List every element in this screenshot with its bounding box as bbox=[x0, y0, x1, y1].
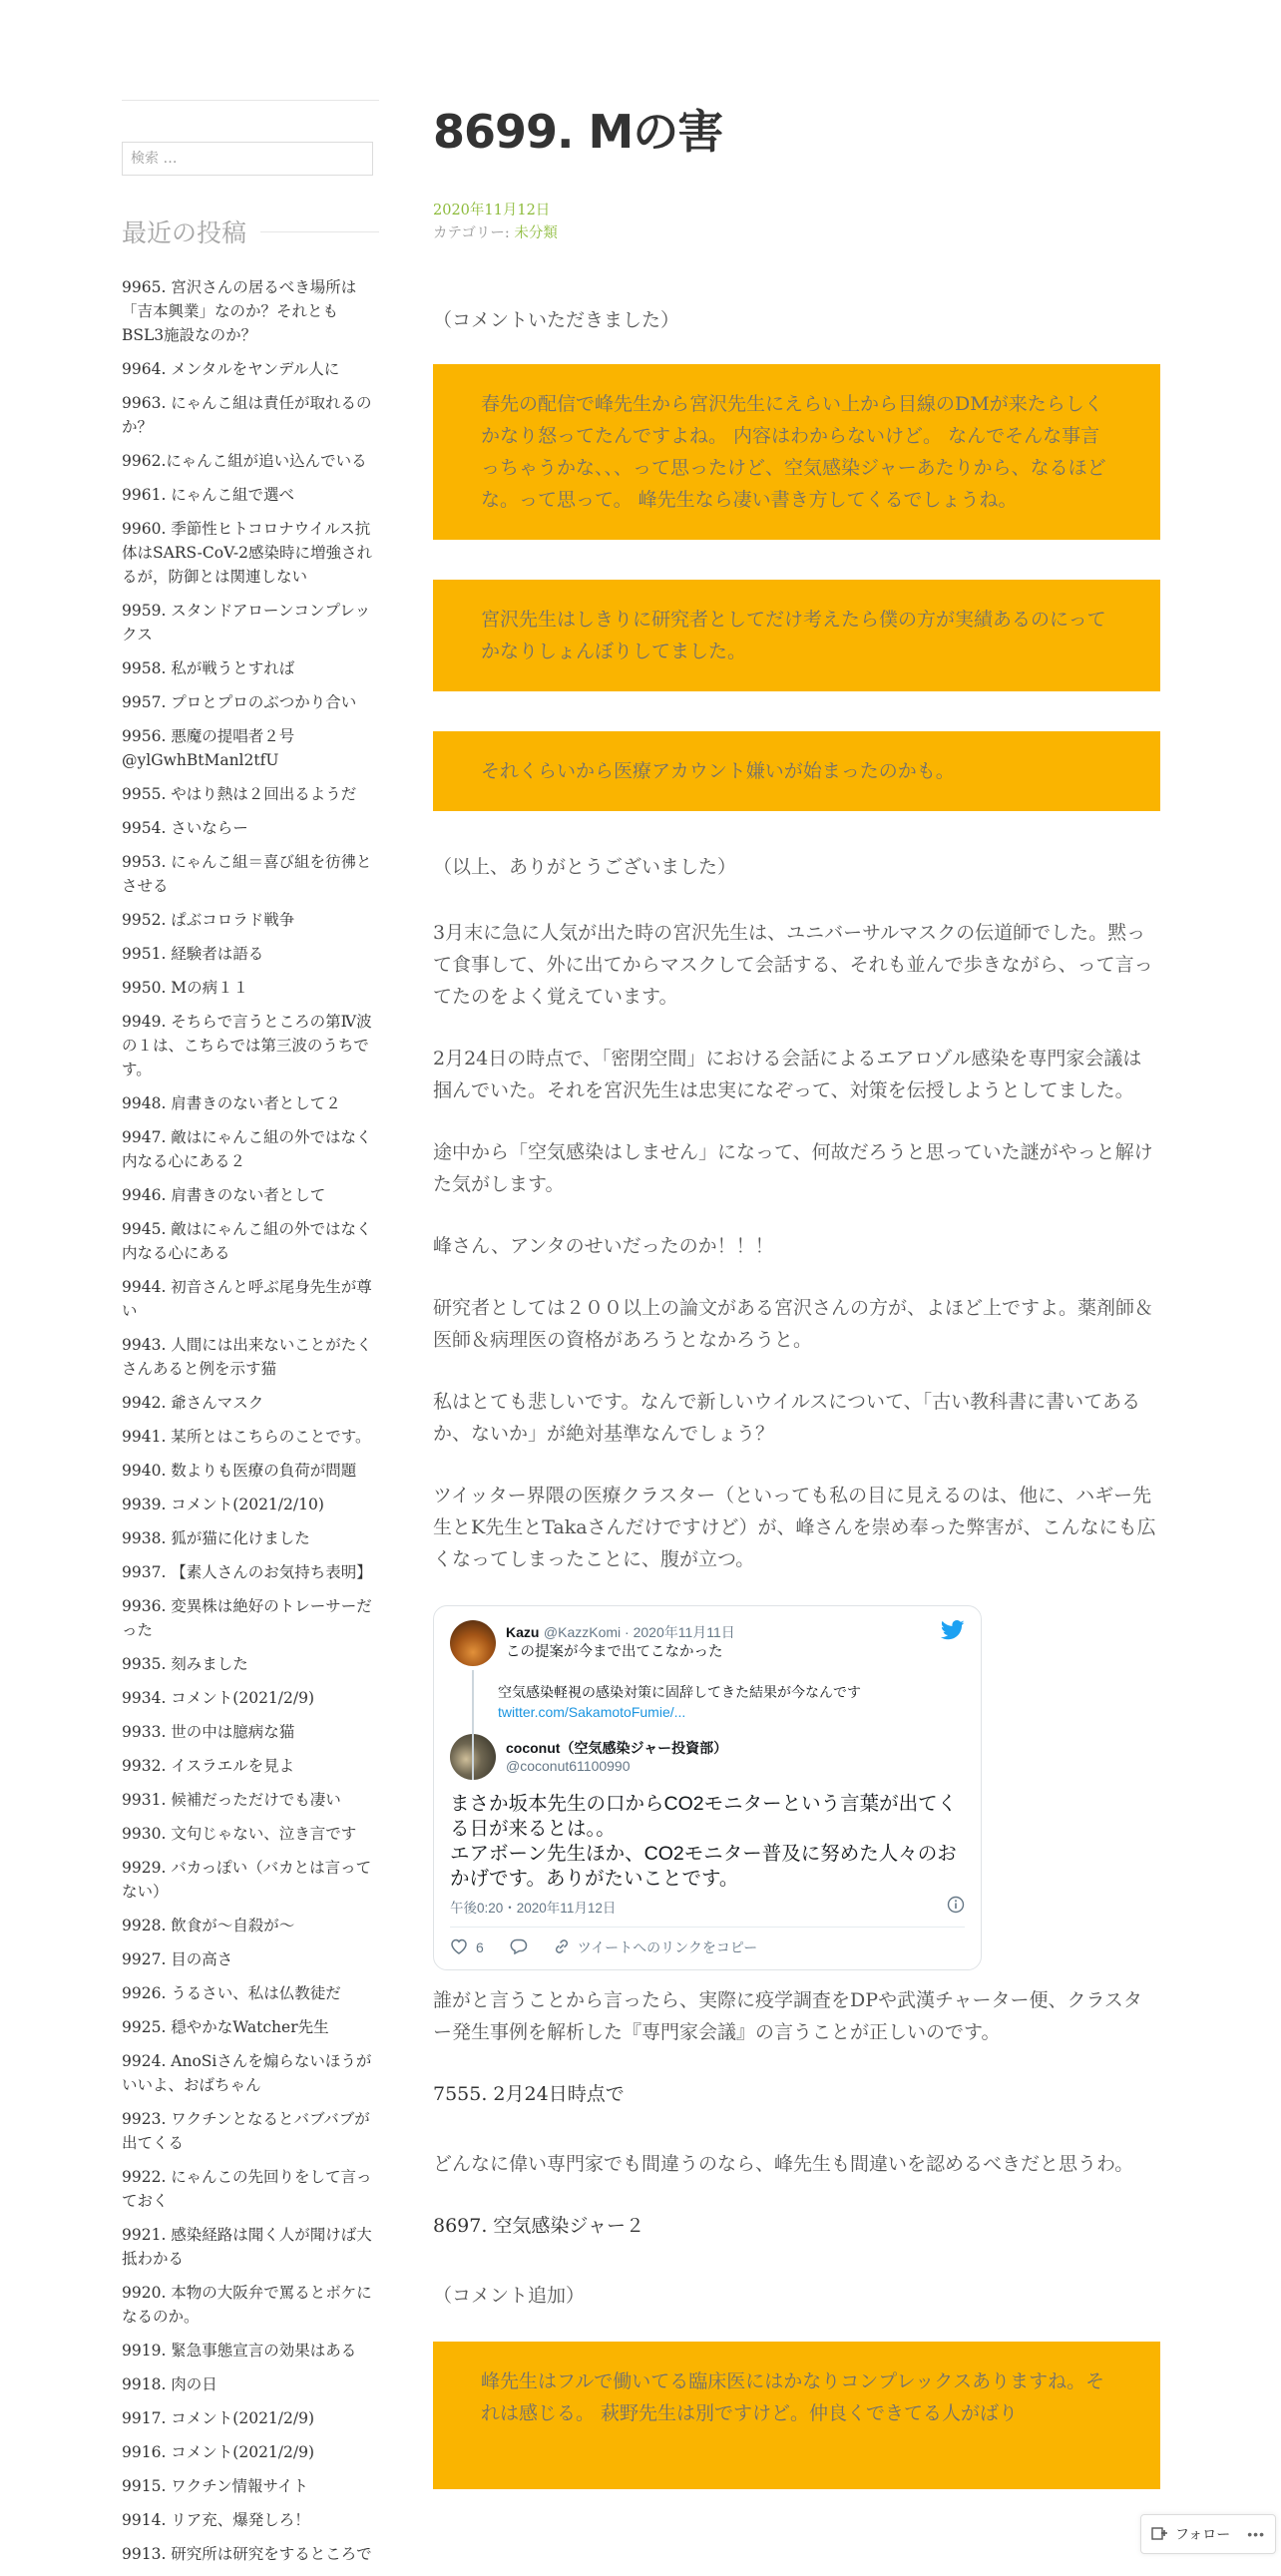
list-item bbox=[122, 1754, 379, 1778]
list-item bbox=[122, 1091, 379, 1115]
list-item bbox=[122, 391, 379, 439]
recent-post-link[interactable]: 9936. 変異株は絶好のトレーサーだった bbox=[122, 1597, 372, 1639]
recent-post-link[interactable]: 9932. イスラエルを見よ bbox=[122, 1757, 295, 1775]
list-item bbox=[122, 517, 379, 589]
list-item bbox=[122, 782, 379, 806]
list-item bbox=[122, 357, 379, 381]
quoted-tweet-body bbox=[498, 1682, 965, 1722]
recent-post-link[interactable]: 9925. 穏やかなWatcher先生 bbox=[122, 2018, 329, 2036]
list-item bbox=[122, 2281, 379, 2329]
recent-post-link[interactable]: 9954. さいならー bbox=[122, 819, 248, 837]
twitter-bird-icon[interactable] bbox=[941, 1620, 965, 1645]
copy-link-button[interactable] bbox=[554, 1937, 757, 1957]
recent-post-link[interactable]: 9946. 肩書きのない者として bbox=[122, 1186, 326, 1204]
follow-button[interactable] bbox=[1140, 2514, 1276, 2554]
recent-post-link[interactable]: 9960. 季節性ヒトコロナウイルス抗体はSARS-CoV-2感染時に増強されるが，防御とは関連しない bbox=[122, 520, 372, 586]
recent-post-link[interactable]: 9956. 悪魔の提唱者２号 @ylGwhBtManl2tfU bbox=[122, 727, 295, 769]
recent-post-link[interactable]: 9934. コメント(2021/2/9) bbox=[122, 1689, 315, 1707]
recent-post-link[interactable]: 9915. ワクチン情報サイト bbox=[122, 2477, 308, 2495]
list-item bbox=[122, 2440, 379, 2464]
category-link[interactable]: 未分類 bbox=[514, 225, 558, 241]
thread-line bbox=[472, 1670, 474, 1780]
quoted-author-handle[interactable]: @KazzKomi bbox=[543, 1624, 622, 1640]
list-item bbox=[122, 1526, 379, 1550]
recent-post-link[interactable]: 9957. プロとプロのぶつかり合い bbox=[122, 693, 357, 711]
recent-post-link[interactable]: 9941. 某所とはこちらのことです。 bbox=[122, 1428, 371, 1446]
recent-posts-heading-label: 最近の投稿 bbox=[122, 218, 247, 247]
paragraph-10: どんなに偉い専門家でも間違うのなら、峰先生も間違いを認めるべきだと思うわ。 bbox=[433, 2153, 1134, 2175]
recent-post-link[interactable]: 9937. 【素人さんのお気持ち表明】 bbox=[122, 1563, 372, 1581]
recent-post-link[interactable]: 9962.にゃんこ組が追い込んでいる bbox=[122, 452, 367, 470]
heart-icon bbox=[450, 1938, 468, 1957]
recent-post-link[interactable]: 9964. メンタルをヤンデル人に bbox=[122, 360, 340, 378]
list-item bbox=[122, 1217, 379, 1265]
paragraph-4: 峰さん、アンタのせいだったのか！！！ bbox=[433, 1235, 774, 1257]
recent-post-link[interactable]: 9944. 初音さんと呼ぶ尾身先生が尊い bbox=[122, 1278, 372, 1320]
list-item bbox=[122, 483, 379, 507]
follow-icon bbox=[1151, 2526, 1169, 2543]
list-item bbox=[122, 690, 379, 714]
paragraph-8: 誰がと言うことから言ったら、実際に疫学調査をDPや武漢チャーター便、クラスター発生事例を解析した『専門家会議』の言うことが正しいのです。 bbox=[433, 1989, 1142, 2043]
recent-post-link[interactable]: 9965. 宮沢さんの居るべき場所は「吉本興業」なのか？それともBSL3施設なのか？ bbox=[122, 278, 357, 344]
search-input[interactable] bbox=[122, 142, 373, 176]
list-item bbox=[122, 1010, 379, 1081]
recent-post-link[interactable]: 9949. そちらで言うところの第Ⅳ波の１は、こちらでは第三波のうちです。 bbox=[122, 1013, 372, 1078]
recent-post-link[interactable]: 9939. コメント(2021/2/10) bbox=[122, 1496, 324, 1513]
paragraph-3: 途中から「空気感染はしません」になって、何故だろうと思っていた謎がやっと解けた気がします。 bbox=[433, 1141, 1153, 1195]
copy-link-label: ツイートへのリンクをコピー bbox=[577, 1939, 758, 1955]
list-item bbox=[122, 2165, 379, 2213]
recent-post-link[interactable]: 9919. 緊急事態宣言の効果はある bbox=[122, 2342, 357, 2360]
list-item bbox=[122, 1652, 379, 1676]
recent-post-link[interactable]: 9959. スタンドアローンコンプレックス bbox=[122, 602, 371, 644]
list-item bbox=[122, 1391, 379, 1415]
list-item bbox=[122, 1275, 379, 1323]
reply-icon bbox=[510, 1938, 528, 1957]
recent-post-link[interactable]: 9963. にゃんこ組は責任が取れるのか？ bbox=[122, 394, 372, 436]
recent-post-link[interactable]: 9948. 肩書きのない者として２ bbox=[122, 1094, 341, 1112]
recent-post-link[interactable]: 9955. やはり熱は２回出るようだ bbox=[122, 785, 357, 803]
info-icon[interactable] bbox=[947, 1896, 965, 1917]
follow-label: フォロー bbox=[1175, 2526, 1231, 2542]
list-item bbox=[122, 1720, 379, 1744]
list-item bbox=[122, 449, 379, 473]
embedded-tweet[interactable] bbox=[433, 1605, 982, 1970]
recent-post-link[interactable]: 9928. 飲食が〜自殺が〜 bbox=[122, 1917, 295, 1934]
recent-post-link[interactable]: 9933. 世の中は臆病な猫 bbox=[122, 1723, 295, 1741]
recent-post-link[interactable]: 9947. 敵はにゃんこ組の外ではなく内なる心にある２ bbox=[122, 1128, 372, 1170]
list-item bbox=[122, 1560, 379, 1584]
list-item bbox=[122, 816, 379, 840]
list-item bbox=[122, 1594, 379, 1642]
recent-post-link[interactable]: 9938. 狐が猫に化けました bbox=[122, 1529, 310, 1547]
recent-post-link[interactable]: 9924. AnoSiさんを煽らないほうがいいよ、おばちゃん bbox=[122, 2052, 372, 2094]
quoted-link[interactable]: twitter.com/SakamotoFumie/... bbox=[498, 1704, 686, 1720]
like-button[interactable] bbox=[450, 1938, 484, 1957]
recent-post-link[interactable]: 9961. にゃんこ組で選べ bbox=[122, 486, 294, 504]
avatar[interactable] bbox=[450, 1620, 496, 1666]
quoted-author-name[interactable]: Kazu bbox=[506, 1624, 540, 1640]
sidebar-top-divider bbox=[122, 100, 379, 101]
recent-post-link[interactable]: 9918. 肉の日 bbox=[122, 2375, 217, 2393]
list-item bbox=[122, 1686, 379, 1710]
list-item bbox=[122, 1459, 379, 1483]
paragraph-6: 私はとても悲しいです。なんで新しいウイルスについて、「古い教科書に書いてあるか、ないか」が絶対基準なんでしょう？ bbox=[433, 1391, 1141, 1445]
recent-post-link[interactable]: 9930. 文句じゃない、泣き言です bbox=[122, 1825, 357, 1843]
comment-quote-4: 峰先生はフルで働いてる臨床医にはかなりコンプレックスありますね。それは感じる。 萩野先生は別ですけど。仲良くできてる人がばり bbox=[433, 2342, 1160, 2489]
post-content bbox=[433, 304, 1160, 2489]
recent-post-link[interactable]: 9931. 候補だっただけでも凄い bbox=[122, 1791, 341, 1809]
recent-post-link[interactable]: 9943. 人間には出来ないことがたくさんあると例を示す猫 bbox=[122, 1336, 372, 1378]
tweet-author bbox=[450, 1734, 965, 1780]
tweet-actions bbox=[450, 1927, 965, 1957]
tweet-time-row bbox=[450, 1896, 965, 1917]
recent-post-link[interactable]: 9913. 研究所は研究をするところで bbox=[122, 2545, 372, 2563]
list-item bbox=[122, 1425, 379, 1449]
recent-posts-list bbox=[122, 275, 379, 2576]
list-item bbox=[122, 1125, 379, 1173]
list-item bbox=[122, 2015, 379, 2039]
author-name[interactable]: coconut（空気感染ジャー投資部） bbox=[506, 1740, 728, 1756]
recent-post-link[interactable]: 9927. 目の高さ bbox=[122, 1950, 233, 1968]
quoted-tweet-header: Kazu @KazzKomi · 2020年11月11日 この提案が今まで出てこなかった bbox=[450, 1620, 965, 1666]
tweet-timestamp[interactable]: 午後0:20・2020年11月12日 bbox=[450, 1900, 617, 1916]
list-item bbox=[122, 1981, 379, 2005]
thanks-text: （以上、ありがとうございました） bbox=[433, 856, 737, 878]
recent-post-link[interactable]: 9942. 爺さんマスク bbox=[122, 1394, 264, 1412]
recent-post-link[interactable]: 9940. 数よりも医療の負荷が問題 bbox=[122, 1462, 357, 1480]
list-item bbox=[122, 1183, 379, 1207]
paragraph-2: 2月24日の時点で、「密閉空間」における会話によるエアロゾル感染を専門家会議は掴んでいた。それを宮沢先生は忠実になぞって、対策を伝授しようとしてました。 bbox=[433, 1048, 1142, 1101]
list-item bbox=[122, 2508, 379, 2532]
list-item bbox=[122, 1822, 379, 1846]
recent-post-link[interactable]: 9916. コメント(2021/2/9) bbox=[122, 2443, 315, 2461]
list-item bbox=[122, 2406, 379, 2430]
list-item bbox=[122, 850, 379, 898]
list-item bbox=[122, 1914, 379, 1937]
list-item bbox=[122, 2339, 379, 2362]
recent-post-link[interactable]: 9922. にゃんこの先回りをして言っておく bbox=[122, 2168, 372, 2210]
recent-post-link[interactable]: 9921. 感染経路は聞く人が聞けば大抵わかる bbox=[122, 2226, 372, 2268]
list-item bbox=[122, 2474, 379, 2498]
recent-post-link[interactable]: 9926. うるさい、私は仏教徒だ bbox=[122, 1984, 341, 2002]
paragraph-5: 研究者としては２００以上の論文がある宮沢さんの方が、よほど上ですよ。薬剤師＆医師＆病理医の資格があろうとなかろうと。 bbox=[433, 1297, 1154, 1351]
recent-posts-heading-divider bbox=[260, 231, 379, 232]
related-post-link-1[interactable] bbox=[433, 2078, 1160, 2110]
recent-post-link[interactable]: 9914. リア充、爆発しろ！ bbox=[122, 2511, 310, 2529]
paragraph-7: ツイッター界隈の医療クラスター（といっても私の目に見えるのは、他に、ハギー先生とK先生とTakaさんだけですけど）が、峰さんを崇め奉った弊害が、こんなにも広くなってしまったことに、腹が立つ。 bbox=[433, 1485, 1156, 1570]
recent-post-link[interactable]: 9935. 刻みました bbox=[122, 1655, 248, 1673]
recent-post-link[interactable]: 9920. 本物の大阪弁で罵るとボケになるのか。 bbox=[122, 2284, 372, 2326]
related-post-link-1-text[interactable]: 7555. 2月24日時点で bbox=[433, 2083, 625, 2105]
recent-post-link[interactable]: 9929. バカっぽい（バカとは言ってない） bbox=[122, 1859, 372, 1901]
category-label: カテゴリー: bbox=[433, 225, 515, 241]
tweet-text: まさか坂本先生の口からCO2モニターという言葉が出てくる日が来るとは。。 エアボーン先生ほか、CO2モニター普及に努めた人々のおかげです。ありがたいことです。 bbox=[450, 1793, 958, 1890]
author-handle[interactable]: @coconut61100990 bbox=[506, 1758, 631, 1774]
list-item bbox=[122, 976, 379, 1000]
recent-post-link[interactable]: 9950. Mの病１１ bbox=[122, 979, 249, 997]
quoted-sub-text: 空気感染軽視の感染対策に固辞してきた結果が今なんです bbox=[498, 1684, 861, 1700]
paragraph-12: （コメント追加） bbox=[433, 2285, 586, 2307]
list-item bbox=[122, 908, 379, 932]
list-item bbox=[122, 656, 379, 680]
related-post-link-2[interactable] bbox=[433, 2210, 1160, 2242]
recent-post-link[interactable]: 9917. コメント(2021/2/9) bbox=[122, 2409, 315, 2427]
list-item bbox=[122, 2049, 379, 2097]
intro-text: （コメントいただきました） bbox=[433, 309, 680, 331]
paragraph-1: 3月末に急に人気が出た時の宮沢先生は、ユニバーサルマスクの伝道師でした。黙って食事して、外に出てからマスクして会話する、それも並んで歩きながら、って言ってたのをよく覚えています。 bbox=[433, 922, 1153, 1008]
like-count: 6 bbox=[476, 1939, 484, 1955]
related-post-link-2-text[interactable]: 8697. 空気感染ジャー２ bbox=[433, 2215, 645, 2237]
list-item bbox=[122, 2542, 379, 2566]
comment-quote-2: 宮沢先生はしきりに研究者としてだけ考えたら僕の方が実績あるのにってかなりしょんぼりしてました。 bbox=[433, 580, 1160, 691]
list-item bbox=[122, 599, 379, 646]
post-date-link[interactable]: 2020年11月12日 bbox=[433, 203, 551, 218]
list-item bbox=[122, 1788, 379, 1812]
recent-post-link[interactable]: 9945. 敵はにゃんこ組の外ではなく内なる心にある bbox=[122, 1220, 372, 1262]
list-item bbox=[122, 275, 379, 347]
link-icon bbox=[554, 1938, 570, 1957]
list-item bbox=[122, 1856, 379, 1904]
more-options-icon[interactable]: ••• bbox=[1247, 2526, 1265, 2542]
recent-post-link[interactable]: 9952. ぱぶコロラド戦争 bbox=[122, 911, 295, 929]
post-title: 8699. Mの害 bbox=[433, 105, 723, 159]
list-item bbox=[122, 1947, 379, 1971]
list-item bbox=[122, 2223, 379, 2271]
list-item bbox=[122, 2107, 379, 2155]
reply-button[interactable] bbox=[510, 1938, 528, 1957]
recent-post-link[interactable]: 9923. ワクチンとなるとバブバブが出てくる bbox=[122, 2110, 370, 2152]
comment-quote-1: 春先の配信で峰先生から宮沢先生にえらい上から目線のDMが来たらしくかなり怒ってたんですよね。 内容はわからないけど。 なんでそんな事言っちゃうかな、、、って思ったけど、空気感染ジャーあたりから、なるほどな。って思って。 峰先生なら凄い書き方してくるでしょうね。 bbox=[433, 364, 1160, 540]
list-item bbox=[122, 1333, 379, 1381]
quoted-tweet-text: この提案が今まで出てこなかった bbox=[506, 1644, 723, 1660]
recent-post-link[interactable]: 9953. にゃんこ組＝喜び組を彷彿とさせる bbox=[122, 853, 372, 895]
list-item bbox=[122, 724, 379, 772]
quoted-tweet-date[interactable]: 2020年11月11日 bbox=[633, 1624, 735, 1640]
post-meta bbox=[433, 200, 558, 245]
recent-post-link[interactable]: 9951. 経験者は語る bbox=[122, 945, 264, 963]
comment-quote-3: それくらいから医療アカウント嫌いが始まったのかも。 bbox=[433, 731, 1160, 811]
recent-post-link[interactable]: 9958. 私が戦うとすれば bbox=[122, 659, 295, 677]
list-item bbox=[122, 942, 379, 966]
list-item bbox=[122, 1493, 379, 1516]
list-item bbox=[122, 2372, 379, 2396]
recent-posts-heading bbox=[122, 214, 379, 249]
